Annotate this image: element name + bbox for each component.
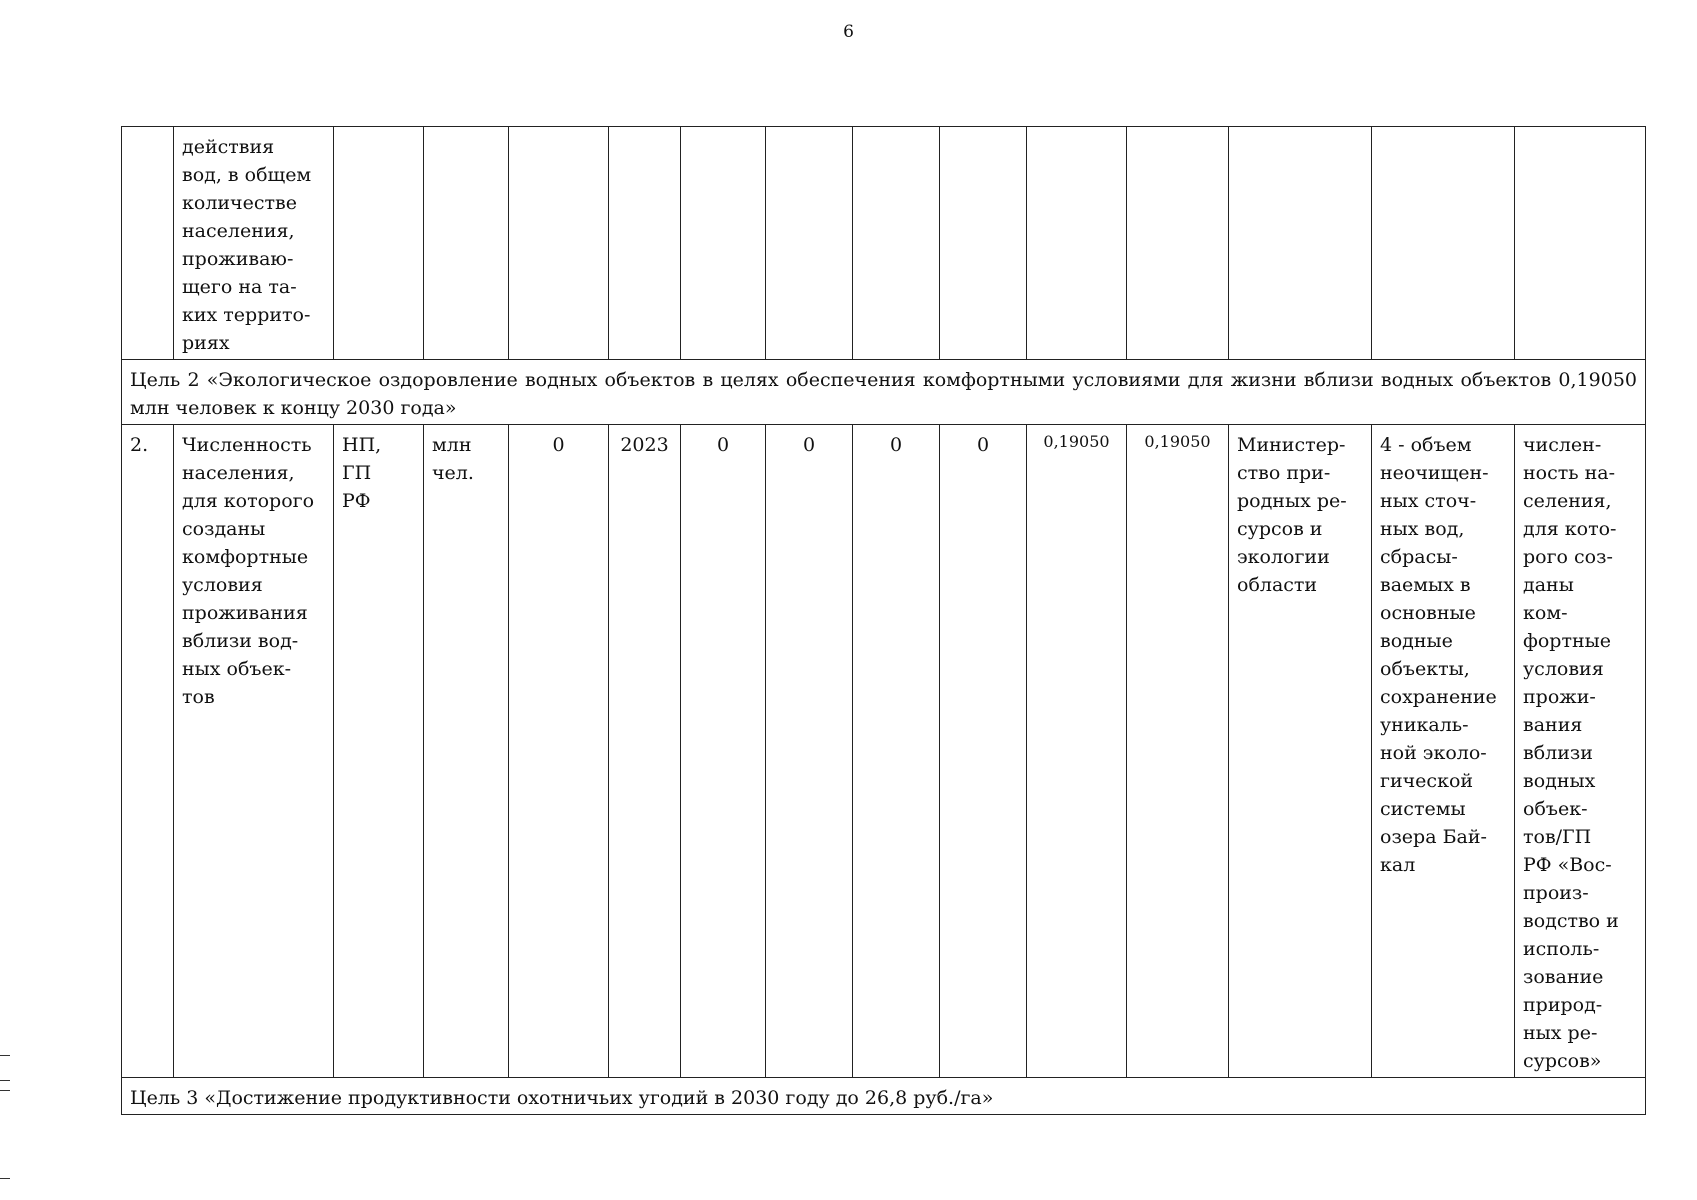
cell-link-state xyxy=(1515,127,1646,360)
cell-val-1 xyxy=(681,127,766,360)
indicators-table xyxy=(121,126,1646,1115)
cell-base-value xyxy=(509,127,609,360)
indicator-base-year: 2023 xyxy=(609,425,681,1078)
cell-unit xyxy=(424,127,509,360)
indicator-val-6: 0,19050 xyxy=(1127,425,1229,1078)
cell-number xyxy=(122,127,174,360)
cell-name: действия вод, в общем количестве населения, проживаю- щего на та- ких террито- риях xyxy=(174,127,334,360)
indicator-unit: млн чел. xyxy=(424,425,509,1078)
margin-mark xyxy=(0,1080,10,1081)
cell-val-3 xyxy=(853,127,940,360)
cell-val-4 xyxy=(940,127,1027,360)
cell-val-6 xyxy=(1127,127,1229,360)
indicator-val-4: 0 xyxy=(940,425,1027,1078)
goal-3-row xyxy=(122,1078,1646,1115)
indicator-row xyxy=(122,425,1646,1078)
cell-base-year xyxy=(609,127,681,360)
indicator-val-5: 0,19050 xyxy=(1027,425,1127,1078)
indicator-responsible: Министер- ство при- родных ре- сурсов и экологии области xyxy=(1229,425,1372,1078)
indicator-link-state: числен- ность на- селения, для кото- рого соз- даны ком- фортные условия прожи- вания вблизи водных объек- тов/ГП РФ «Вос- произ- водство и исполь- зование природ- ных ре- сурсов» xyxy=(1515,425,1646,1078)
margin-mark xyxy=(0,1090,10,1091)
cell-level xyxy=(334,127,424,360)
margin-mark xyxy=(0,1178,10,1179)
indicator-number: 2. xyxy=(122,425,174,1078)
indicator-val-3: 0 xyxy=(853,425,940,1078)
indicator-val-1: 0 xyxy=(681,425,766,1078)
margin-mark xyxy=(0,1055,10,1056)
goal-3-text: Цель 3 «Достижение продуктивности охотничьих угодий в 2030 году до 26,8 руб./га» xyxy=(122,1078,1646,1115)
indicator-val-2: 0 xyxy=(766,425,853,1078)
cell-link-national xyxy=(1372,127,1515,360)
indicator-base-value: 0 xyxy=(509,425,609,1078)
indicator-level: НП, ГП РФ xyxy=(334,425,424,1078)
cell-responsible xyxy=(1229,127,1372,360)
cell-val-5 xyxy=(1027,127,1127,360)
indicator-name: Численность населения, для которого созданы комфортные условия проживания вблизи вод- ных объек- тов xyxy=(174,425,334,1078)
continued-row xyxy=(122,127,1646,360)
page-number: 6 xyxy=(843,22,854,42)
goal-2-text: Цель 2 «Экологическое оздоровление водных объектов в целях обеспечения комфортными условиями для жизни вблизи водных объектов 0,19050 млн человек к концу 2030 года» xyxy=(122,360,1646,425)
cell-val-2 xyxy=(766,127,853,360)
indicator-link-national: 4 - объем неочищен- ных сточ- ных вод, сбрасы- ваемых в основные водные объекты, сохранение уникаль- ной эколо- гической системы озера Бай- кал xyxy=(1372,425,1515,1078)
goal-2-row xyxy=(122,360,1646,425)
